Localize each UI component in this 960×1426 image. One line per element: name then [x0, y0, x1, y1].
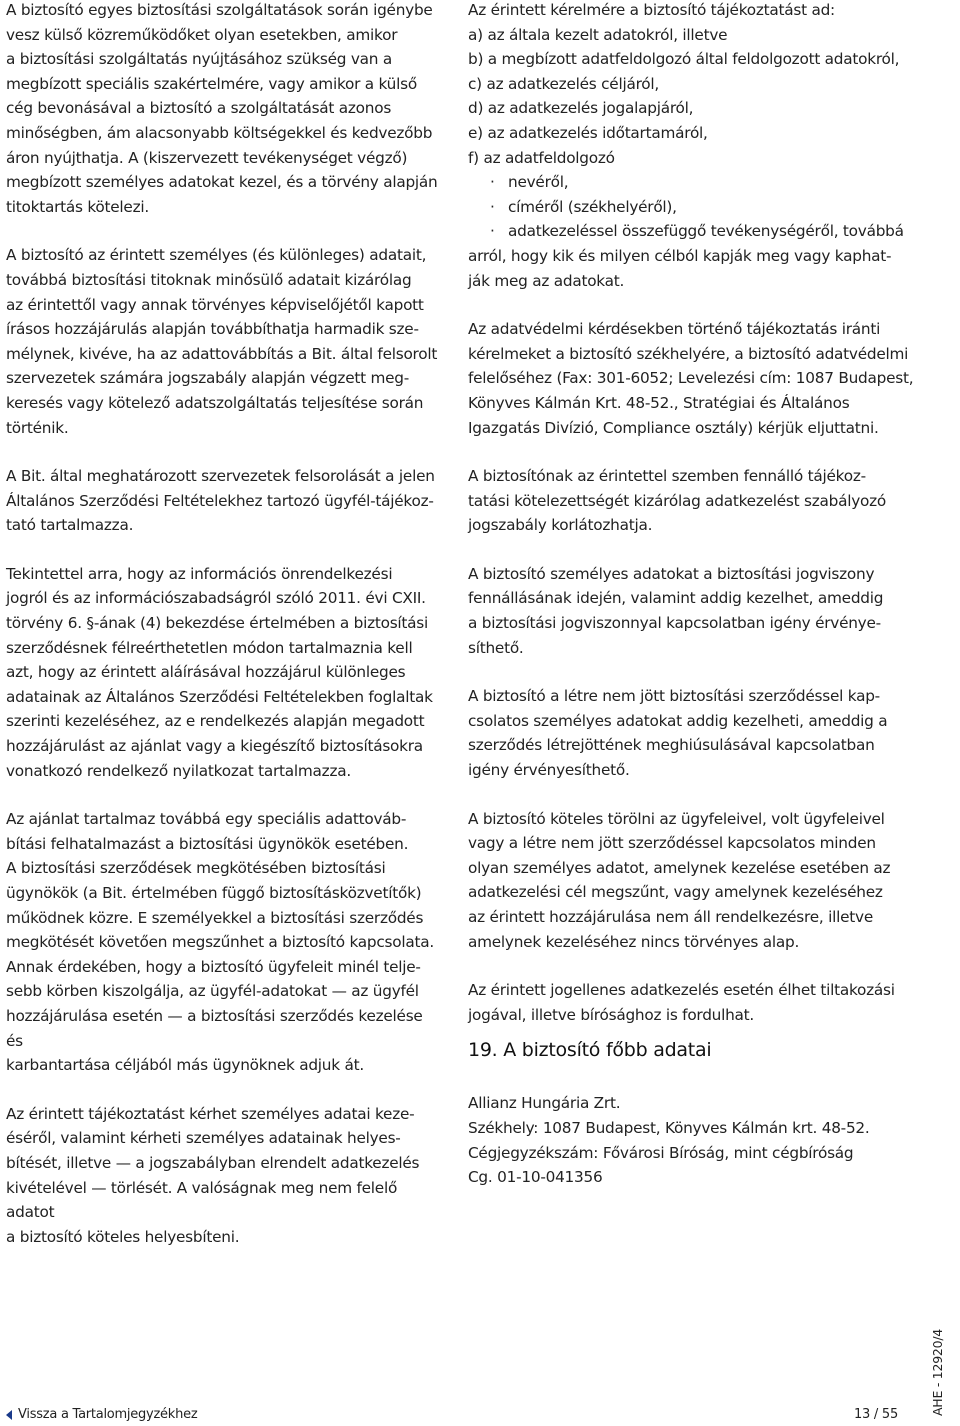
paragraph-bit-organizations: A Bit. által meghatározott szervezetek felsorolását a jelen Általános Szerződési Feltételekhez tartozó ügyfél-tájékoz- tató tartalmazza.: [6, 467, 435, 535]
paragraph-information-intro: Az érintett kérelmére a biztosító tájékoztatást ad:: [468, 1, 835, 19]
sublist-item: · adatkezeléssel összefüggő tevékenységéről, továbbá: [490, 219, 938, 244]
list-item: c) az adatkezelés céljáról,: [468, 74, 659, 93]
right-column: [468, 0, 938, 1190]
section-heading: 19. A biztosító főbb adatai: [468, 1039, 712, 1062]
list-item: e) az adatkezelés időtartamáról,: [468, 123, 708, 142]
list-item: b) a megbízott adatfeldolgozó által feldolgozott adatokról,: [468, 50, 900, 69]
back-to-contents-link[interactable]: [6, 1406, 197, 1424]
company-details: Allianz Hungária Zrt. Székhely: 1087 Budapest, Könyves Kálmán krt. 48-52. Cégjegyzékszám: Fővárosi Bíróság, mint cégbíróság Cg. 01-10-041356: [468, 1094, 870, 1187]
paragraph-external-contractors: A biztosító egyes biztosítási szolgáltatások során igénybe vesz külső közreműködőket olyan esetekben, amikor a biztosítási szolgáltatás nyújtásához szükség van a megbízott speciális szakértelmére, vagy amikor a külső cég bevonásával a biztosító a szolgáltatását azonos minőségben, ám alacsonyabb költségekkel és kedvezőbb áron nyújthatja. A (kiszervezett tevékenységet végző) megbízott személyes adatokat kezel, és a törvény alapján titoktartás kötelezi.: [6, 1, 438, 216]
list-item: d) az adatkezelés jogalapjáról,: [468, 99, 694, 118]
list-item: a) az általa kezelt adatokról, illetve: [468, 25, 728, 44]
paragraph-information-restriction: A biztosítónak az érintettel szemben fennálló tájékoz- tatási kötelezettségét kizárólag adatkezelést szabályozó jogszabály korlátozhatja.: [468, 467, 887, 535]
left-column: [6, 0, 444, 1249]
list-item: f) az adatfeldolgozó: [468, 148, 615, 167]
processor-sublist: [468, 170, 938, 244]
paragraph-data-transfer: A biztosító az érintett személyes (és különleges) adatait, továbbá biztosítási titoknak minősülő adatait kizárólag az érintettől vagy annak törvényes képviselőjétől kapott írásos hozzájárulás alapján továbbíthatja harmadik sze- mélynek, kivéve, ha az adattovábbítás a Bit. által felsorolt szervezetek számára jogszabály alapján végzett meg- keresés vagy kötelező adatszolgáltatás teljesítése során történik.: [6, 246, 438, 437]
paragraph-rectification: Az érintett tájékoztatást kérhet személyes adatai keze- éséről, valamint kérheti személyes adatainak helyes- bítését, illetve — a jogszabályban elrendelt adatkezelés kivételével — törlését. A valóságnak meg nem felelő adatot a biztosító köteles helyesbíteni.: [6, 1104, 420, 1246]
paragraph-objection: Az érintett jogellenes adatkezelés esetén élhet tiltakozási jogával, illetve bírósághoz is fordulhat.: [468, 981, 895, 1024]
paragraph-data-protection-requests: Az adatvédelmi kérdésekben történő tájékoztatás iránti kérelmeket a biztosító székhelyére, a biztosító adatvédelmi felelőséhez (Fax: 301-6052; Levelezési cím: 1087 Budapest, Könyves Kálmán Krt. 48-52., Stratégiai és Általános Igazgatás Divízió, Compliance osztály) kérjük eljuttatni.: [468, 320, 914, 437]
document-code: AHE - 12920/4: [930, 1329, 945, 1416]
paragraph-failed-contract: A biztosító a létre nem jött biztosítási szerződéssel kap- csolatos személyes adatokat addig kezelheti, ameddig a szerződés létrejöttének meghiúsulásával kapcsolatban igény érvényesíthető.: [468, 687, 888, 780]
sublist-item: · címéről (székhelyéről),: [490, 195, 938, 220]
back-to-contents-label: Vissza a Tartalomjegyzékhez: [18, 1407, 198, 1422]
paragraph-consent-law: Tekintettel arra, hogy az információs önrendelkezési jogról és az információszabadságról szóló 2011. évi CXII. törvény 6. §-ának (4) bekezdése értelmében a biztosítási szerződésnek félreérthetetlen módon tartalmaznia kell azt, hogy az érintett aláírásával hozzájárul különleges adatainak az Általános Szerződési Feltételekben foglaltak szerinti kezeléséhez, az e rendelkezés alapján megadott hozzájárulást az ajánlat vagy a kiegészítő biztosításokra vonatkozó rendelkező nyilatkozat tartalmazza.: [6, 564, 433, 780]
page-number: 13 / 55: [854, 1407, 898, 1422]
paragraph-agent-authorization: Az ajánlat tartalmaz továbbá egy speciális adattováb- bítási felhatalmazást a biztosítási ügynökök esetében. A biztosítási szerződések megkötésében biztosítási ügynökök (a Bit. értelmében függő biztosításközvetítők) működnek közre. E személyekkel a biztosítási szerződés megkötését követően megszűnhet a biztosító kapcsolata. Annak érdekében, hogy a biztosító ügyfeleit minél telje- sebb körben kiszolgálja, az ügyfél-adatokat — az ügyfél hozzájárulása esetén — a biztosítási szerződés kezelése és karbantartása céljából más ügynöknek adjuk át.: [6, 810, 434, 1075]
triangle-left-icon: [6, 1410, 12, 1420]
paragraph-deletion: A biztosító köteles törölni az ügyfeleivel, volt ügyfeleivel vagy a létre nem jött szerződéssel kapcsolatos minden olyan személyes adatot, amelynek kezelése esetében az adatkezelési cél megszűnt, vagy amelynek kezeléséhez az érintett hozzájárulása nem áll rendelkezésre, illetve amelynek kezeléséhez nincs törvényes alap.: [468, 809, 891, 951]
paragraph-retention: A biztosító személyes adatokat a biztosítási jogviszony fennállásának idején, valamint addig kezelhet, ameddig a biztosítási jogviszonnyal kapcsolatban igény érvénye- síthető.: [468, 564, 884, 657]
information-list: [468, 23, 938, 171]
sublist-item: · nevéről,: [490, 170, 938, 195]
list-continuation: arról, hogy kik és milyen célból kapják meg vagy kaphat- ják meg az adatokat.: [468, 246, 892, 290]
